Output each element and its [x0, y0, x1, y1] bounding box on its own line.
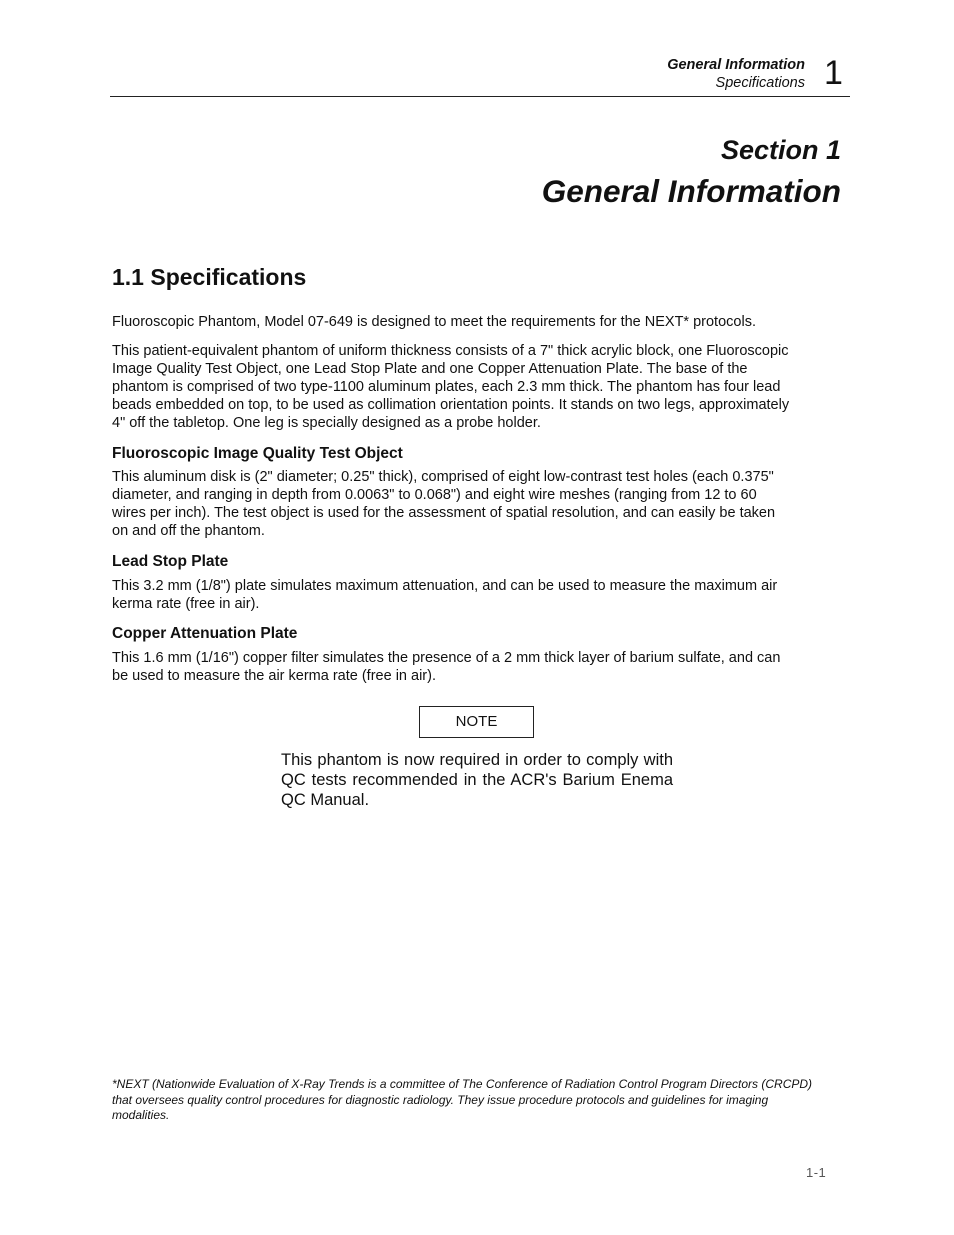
- header-chapter-number: 1: [824, 54, 843, 92]
- text-line: 4" off the tabletop. One leg is specially designed as a probe holder.: [112, 415, 541, 431]
- text-line: phantom is comprised of two type-1100 aluminum plates, each 2.3 mm thick. The phantom has four lead: [112, 379, 781, 395]
- section-title: General Information: [541, 173, 841, 209]
- text-line: This 3.2 mm (1/8") plate simulates maximum attenuation, and can be used to measure the maximum air: [112, 578, 778, 594]
- text-line: beads embedded on top, to be used as collimation orientation points. It stands on two legs, approximately: [112, 397, 790, 413]
- text-line: diameter, and ranging in depth from 0.0063" to 0.068") and eight wire meshes (ranging from 12 to 60: [112, 487, 757, 503]
- fiq-heading: Fluoroscopic Image Quality Test Object: [112, 445, 403, 462]
- text-line: This aluminum disk is (2" diameter; 0.25" thick), comprised of eight low-contrast test holes (each 0.375": [112, 469, 774, 485]
- copper-paragraph: [112, 649, 852, 685]
- footnote-line: *NEXT (Nationwide Evaluation of X-Ray Trends is a committee of The Conference of Radiation Control Program Directors (CRCPD): [112, 1077, 813, 1091]
- text-line: wires per inch). The test object is used for the assessment of spatial resolution, and can easily be taken: [112, 505, 776, 521]
- text-line: be used to measure the air kerma rate (free in air).: [112, 668, 436, 684]
- note-label-box: NOTE: [419, 706, 534, 738]
- text-line: kerma rate (free in air).: [112, 596, 260, 612]
- lead-heading: Lead Stop Plate: [112, 553, 229, 570]
- intro-paragraph: Fluoroscopic Phantom, Model 07-649 is designed to meet the requirements for the NEXT* protocols.: [112, 314, 756, 330]
- footnote: [112, 1077, 852, 1124]
- header-divider: [110, 96, 850, 97]
- text-line: This patient-equivalent phantom of uniform thickness consists of a 7" thick acrylic block, one Fluoroscopic: [112, 343, 789, 359]
- note-text: This phantom is now required in order to comply with QC tests recommended in the ACR's Barium Enema QC Manual.: [281, 751, 673, 809]
- text-line: This 1.6 mm (1/16") copper filter simulates the presence of a 2 mm thick layer of barium sulfate, and can: [112, 650, 781, 666]
- section-label: Section 1: [720, 135, 841, 165]
- text-line: Image Quality Test Object, one Lead Stop Plate and one Copper Attenuation Plate. The base of the: [112, 361, 748, 377]
- header-section-name: Specifications: [715, 75, 805, 91]
- text-line: on and off the phantom.: [112, 523, 265, 539]
- footnote-line: modalities.: [112, 1108, 170, 1122]
- running-header: [667, 56, 805, 92]
- header-chapter-title: General Information: [667, 57, 805, 73]
- copper-heading: Copper Attenuation Plate: [112, 625, 298, 642]
- footnote-line: that oversees quality control procedures for diagnostic radiology. They issue procedure protocols and guidelines for imaging: [112, 1092, 769, 1107]
- page-number: 1-1: [806, 1165, 827, 1180]
- fiq-paragraph: [112, 468, 852, 540]
- lead-paragraph: [112, 577, 852, 613]
- description-paragraph: [112, 342, 852, 432]
- specifications-heading: 1.1 Specifications: [112, 264, 307, 290]
